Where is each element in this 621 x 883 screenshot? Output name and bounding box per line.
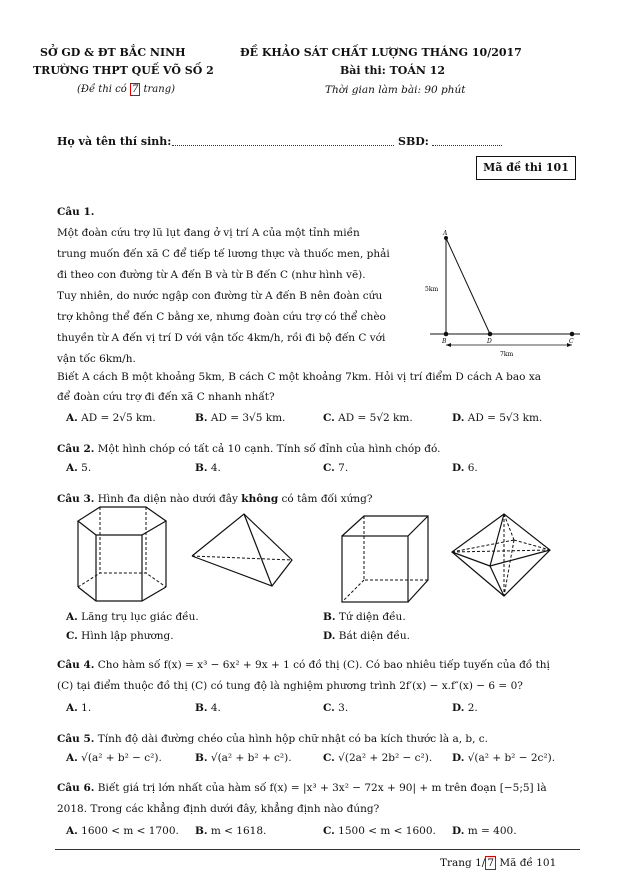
q3-label: Câu 3. [57, 493, 95, 505]
q6-option-d[interactable] [452, 825, 517, 837]
pages-number: 7 [131, 84, 139, 95]
option-text: 5. [81, 462, 92, 474]
q1-option-c[interactable] [323, 412, 413, 424]
pages-prefix: (Đề thi có [77, 84, 130, 95]
q1-line: Một đoàn cứu trợ lũ lụt đang ở vị trí A của một tỉnh miền [57, 227, 360, 239]
option-letter: C. [323, 752, 335, 764]
option-letter: A. [66, 412, 78, 424]
footer-page-total: 7 [487, 857, 495, 869]
q2-option-d[interactable] [452, 462, 478, 474]
sbd-label: SBD: [398, 135, 429, 148]
option-text: m < 1618. [210, 825, 267, 837]
q4-option-a[interactable] [66, 702, 91, 714]
option-letter: B. [195, 412, 208, 424]
q2-option-c[interactable] [323, 462, 348, 474]
option-text: 6. [467, 462, 478, 474]
option-text: 2. [467, 702, 478, 714]
option-letter: D. [452, 752, 465, 764]
exam-title: ĐỀ KHẢO SÁT CHẤT LƯỢNG THÁNG 10/2017 [240, 46, 522, 59]
q2-option-a[interactable] [66, 462, 91, 474]
sbd-field[interactable] [432, 145, 502, 146]
student-name-field[interactable] [172, 145, 394, 146]
q1-option-a[interactable] [66, 412, 156, 424]
q1-line: vận tốc 6km/h. [57, 353, 136, 365]
q5-option-d[interactable] [452, 752, 555, 764]
option-text: Hình lập phương. [81, 630, 174, 642]
option-letter: D. [452, 462, 465, 474]
tetrahedron-figure [190, 512, 300, 592]
option-letter: C. [323, 412, 335, 424]
option-text: 7. [338, 462, 349, 474]
option-letter: C. [323, 825, 335, 837]
option-letter: C. [323, 462, 335, 474]
exam-duration: Thời gian làm bài: 90 phút [325, 84, 466, 96]
q1-option-d[interactable] [452, 412, 542, 424]
option-text: Lăng trụ lục giác đều. [81, 611, 199, 623]
option-text: AD = 5√3 km. [467, 412, 543, 424]
option-letter: A. [66, 611, 78, 623]
hexagonal-prism-figure [76, 505, 176, 605]
option-letter: D. [323, 630, 336, 642]
option-letter: B. [323, 611, 336, 623]
option-text: Tứ diện đều. [338, 611, 406, 623]
option-letter: B. [195, 462, 208, 474]
q1-line: trợ không thể đến C bằng xe, nhưng đoàn cứu trợ có thể chèo [57, 311, 386, 323]
option-text: 4. [210, 462, 221, 474]
q2-question [57, 441, 440, 458]
q4-option-c[interactable] [323, 702, 348, 714]
option-text: 3. [338, 702, 349, 714]
octahedron-figure [450, 512, 560, 600]
dept-name: SỞ GD & ĐT BẮC NINH [40, 46, 186, 59]
option-letter: C. [323, 702, 335, 714]
q4-option-b[interactable] [195, 702, 221, 714]
student-name-label: Họ và tên thí sinh: [57, 135, 172, 148]
option-letter: B. [195, 825, 208, 837]
option-letter: B. [195, 752, 208, 764]
fig-label-c: C [569, 338, 574, 345]
option-text: AD = 5√2 km. [338, 412, 413, 424]
option-text: m = 400. [467, 825, 517, 837]
option-letter: C. [66, 630, 78, 642]
exam-code-box: Mã đề thi 101 [476, 156, 576, 180]
q1-line: trung muốn đến xã C để tiếp tế lương thực và thuốc men, phải [57, 248, 390, 260]
q4-question [57, 657, 550, 674]
q3-option-c[interactable] [66, 630, 174, 642]
option-text: √(a² + b² + c²). [210, 752, 292, 764]
q4-label: Câu 4. [57, 659, 95, 671]
q5-option-b[interactable] [195, 752, 292, 764]
q1-line9: để đoàn cứu trợ đi đến xã C nhanh nhất? [57, 391, 275, 403]
footer-prefix: Trang 1/ [440, 857, 486, 869]
option-letter: D. [452, 702, 465, 714]
q1-line8: Biết A cách B một khoảng 5km, B cách C một khoảng 7km. Hỏi vị trí điểm D cách A bao xa [57, 371, 541, 383]
q4-text: Cho hàm số f(x) = x³ − 6x² + 9x + 1 có đồ thị (C). Có bao nhiêu tiếp tuyến của đồ thị [97, 659, 550, 671]
q1-option-b[interactable] [195, 412, 285, 424]
q1-line: Tuy nhiên, do nước ngập con đường từ A đến B nên đoàn cứu [57, 290, 383, 302]
q6-label: Câu 6. [57, 782, 95, 794]
q1-line: thuyền từ A đến vị trí D với vận tốc 4km/h, rồi đi bộ đến C với [57, 332, 386, 344]
q5-label: Câu 5. [57, 733, 95, 745]
q2-text: Một hình chóp có tất cả 10 cạnh. Tính số đỉnh của hình chóp đó. [97, 443, 441, 455]
q3-text-end: có tâm đối xứng? [278, 493, 373, 505]
option-letter: A. [66, 752, 78, 764]
q5-option-c[interactable] [323, 752, 432, 764]
option-letter: D. [452, 412, 465, 424]
fig-label-d: D [487, 338, 492, 345]
q4-line2: (C) tại điểm thuộc đồ thị (C) có tung độ là nghiệm phương trình 2f′(x) − x.f″(x) − 6 = 0? [57, 680, 523, 692]
fig-label-bc: 7km [500, 351, 514, 358]
option-letter: A. [66, 825, 78, 837]
option-text: √(2a² + 2b² − c²). [338, 752, 433, 764]
q6-option-c[interactable] [323, 825, 436, 837]
q1-figure [420, 228, 590, 358]
q2-label: Câu 2. [57, 443, 95, 455]
footer-divider [55, 849, 580, 850]
cube-figure [340, 514, 432, 606]
q5-text: Tính độ dài đường chéo của hình hộp chữ nhật có ba kích thước là a, b, c. [97, 733, 488, 745]
q1-line: đi theo con đường từ A đến B và từ B đến C (như hình vẽ). [57, 269, 366, 281]
q4-option-d[interactable] [452, 702, 478, 714]
option-letter: B. [195, 702, 208, 714]
option-text: 1. [81, 702, 92, 714]
page-footer [440, 857, 556, 869]
school-name: TRƯỜNG THPT QUẾ VÕ SỐ 2 [33, 64, 214, 77]
q6-option-b[interactable] [195, 825, 266, 837]
option-text: √(a² + b² − 2c²). [467, 752, 556, 764]
option-text: √(a² + b² − c²). [81, 752, 162, 764]
page-count-note [77, 84, 175, 95]
q1-label: Câu 1. [57, 206, 95, 218]
q5-question [57, 731, 488, 748]
q6-option-a[interactable] [66, 825, 179, 837]
option-text: AD = 3√5 km. [210, 412, 286, 424]
q1-paragraph [57, 223, 417, 370]
fig-label-b: B [442, 338, 447, 345]
option-letter: A. [66, 462, 78, 474]
fig-label-ab: 5km [425, 286, 439, 293]
q3-option-b[interactable] [323, 611, 406, 623]
pages-suffix: trang) [140, 84, 176, 95]
fig-label-a: A [443, 230, 448, 237]
q3-option-d[interactable] [323, 630, 410, 642]
option-text: 1500 < m < 1600. [338, 825, 436, 837]
q6-text: Biết giá trị lớn nhất của hàm số f(x) = |x³ + 3x² − 72x + 90| + m trên đoạn [−5;5] là [97, 782, 547, 794]
exam-subject: Bài thi: TOÁN 12 [340, 64, 446, 77]
option-text: 1600 < m < 1700. [81, 825, 179, 837]
option-text: AD = 2√5 km. [81, 412, 156, 424]
option-letter: A. [66, 702, 78, 714]
footer-code: Mã đề 101 [496, 857, 557, 869]
option-letter: D. [452, 825, 465, 837]
q3-option-a[interactable] [66, 611, 199, 623]
q3-emphasis: không [241, 493, 279, 505]
q6-line2: 2018. Trong các khẳng định dưới đây, khẳng định nào đúng? [57, 803, 380, 815]
q3-text: Hình đa diện nào dưới đây [97, 493, 242, 505]
q2-option-b[interactable] [195, 462, 221, 474]
option-text: Bát diện đều. [338, 630, 410, 642]
q5-option-a[interactable] [66, 752, 162, 764]
option-text: 4. [210, 702, 221, 714]
q6-question [57, 780, 547, 797]
